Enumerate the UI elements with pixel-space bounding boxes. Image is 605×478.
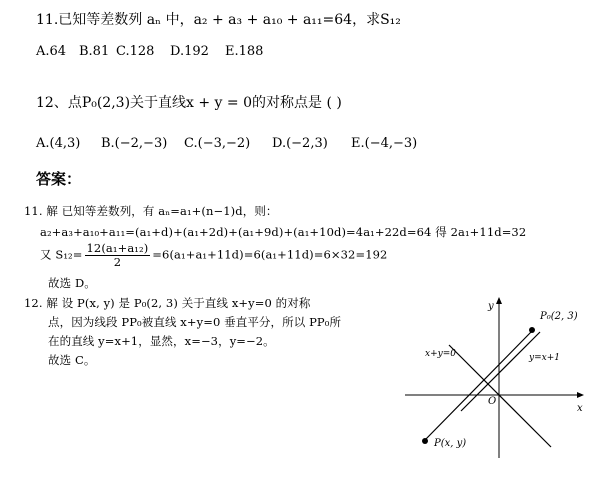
q12-option-c: C.(−3,−2): [184, 136, 251, 151]
p0-label: P₀(2, 3): [540, 311, 578, 322]
q11-option-a: A.64: [36, 44, 67, 59]
origin-label: O: [488, 396, 497, 407]
p-label: P(x, y): [434, 438, 467, 449]
point-p: [422, 438, 428, 444]
q12-stem: 12、点P₀(2,3)关于直线x + y = 0的对称点是 ( ): [36, 95, 342, 111]
sol11-fraction-numerator: 12(a₁+a₁₂): [86, 241, 149, 255]
sol12-line2: 点，因为线段 PP₀被直线 x+y=0 垂直平分，所以 PP₀所: [48, 315, 342, 329]
q11-option-d: D.192: [170, 44, 209, 59]
sol11-fraction-denominator: 2: [113, 255, 122, 269]
sol12-line4: 故选 C。: [48, 353, 96, 367]
segment-p-p0: [425, 331, 532, 440]
sol11-line3-prefix: 又 S₁₂=: [40, 247, 83, 262]
y-axis-label: y: [488, 301, 494, 312]
sol11-line3-suffix: =6(a₁+a₁+11d)=6(a₁+11d)=6×32=192: [152, 247, 388, 262]
q12-option-d: D.(−2,3): [272, 136, 328, 151]
q12-option-a: A.(4,3): [36, 136, 81, 151]
sol11-line1: 11. 解 已知等差数列，有 aₙ=a₁+(n−1)d，则：: [24, 204, 278, 218]
sol11-line2: a₂+a₃+a₁₀+a₁₁=(a₁+d)+(a₁+2d)+(a₁+9d)+(a₁+10d)=4a₁+22d=64 得 2a₁+11d=32: [40, 225, 527, 239]
point-p0: [529, 327, 535, 333]
sol11-line4: 故选 D。: [48, 276, 96, 290]
x-axis-label: x: [577, 403, 583, 414]
q11-stem: 11.已知等差数列 aₙ 中，a₂ + a₃ + a₁₀ + a₁₁=64，求S₁₂: [36, 12, 401, 28]
line-y-eq-x-plus-1: [461, 332, 540, 411]
q12-option-b: B.(−2,−3): [101, 136, 168, 151]
answer-heading: 答案：: [36, 170, 82, 188]
line1-label: x+y=0: [425, 349, 456, 359]
q12-option-e: E.(−4,−3): [351, 136, 418, 151]
q11-option-e: E.188: [225, 44, 264, 59]
q11-option-b: B.81: [79, 44, 110, 59]
sol12-line1: 12. 解 设 P(x, y) 是 P₀(2, 3) 关于直线 x+y=0 的对称: [24, 296, 311, 310]
q11-option-c: C.128: [116, 44, 155, 59]
sol12-line3: 在的直线 y=x+1，显然，x=−3，y=−2。: [48, 334, 275, 348]
line2-label: y=x+1: [529, 353, 560, 363]
